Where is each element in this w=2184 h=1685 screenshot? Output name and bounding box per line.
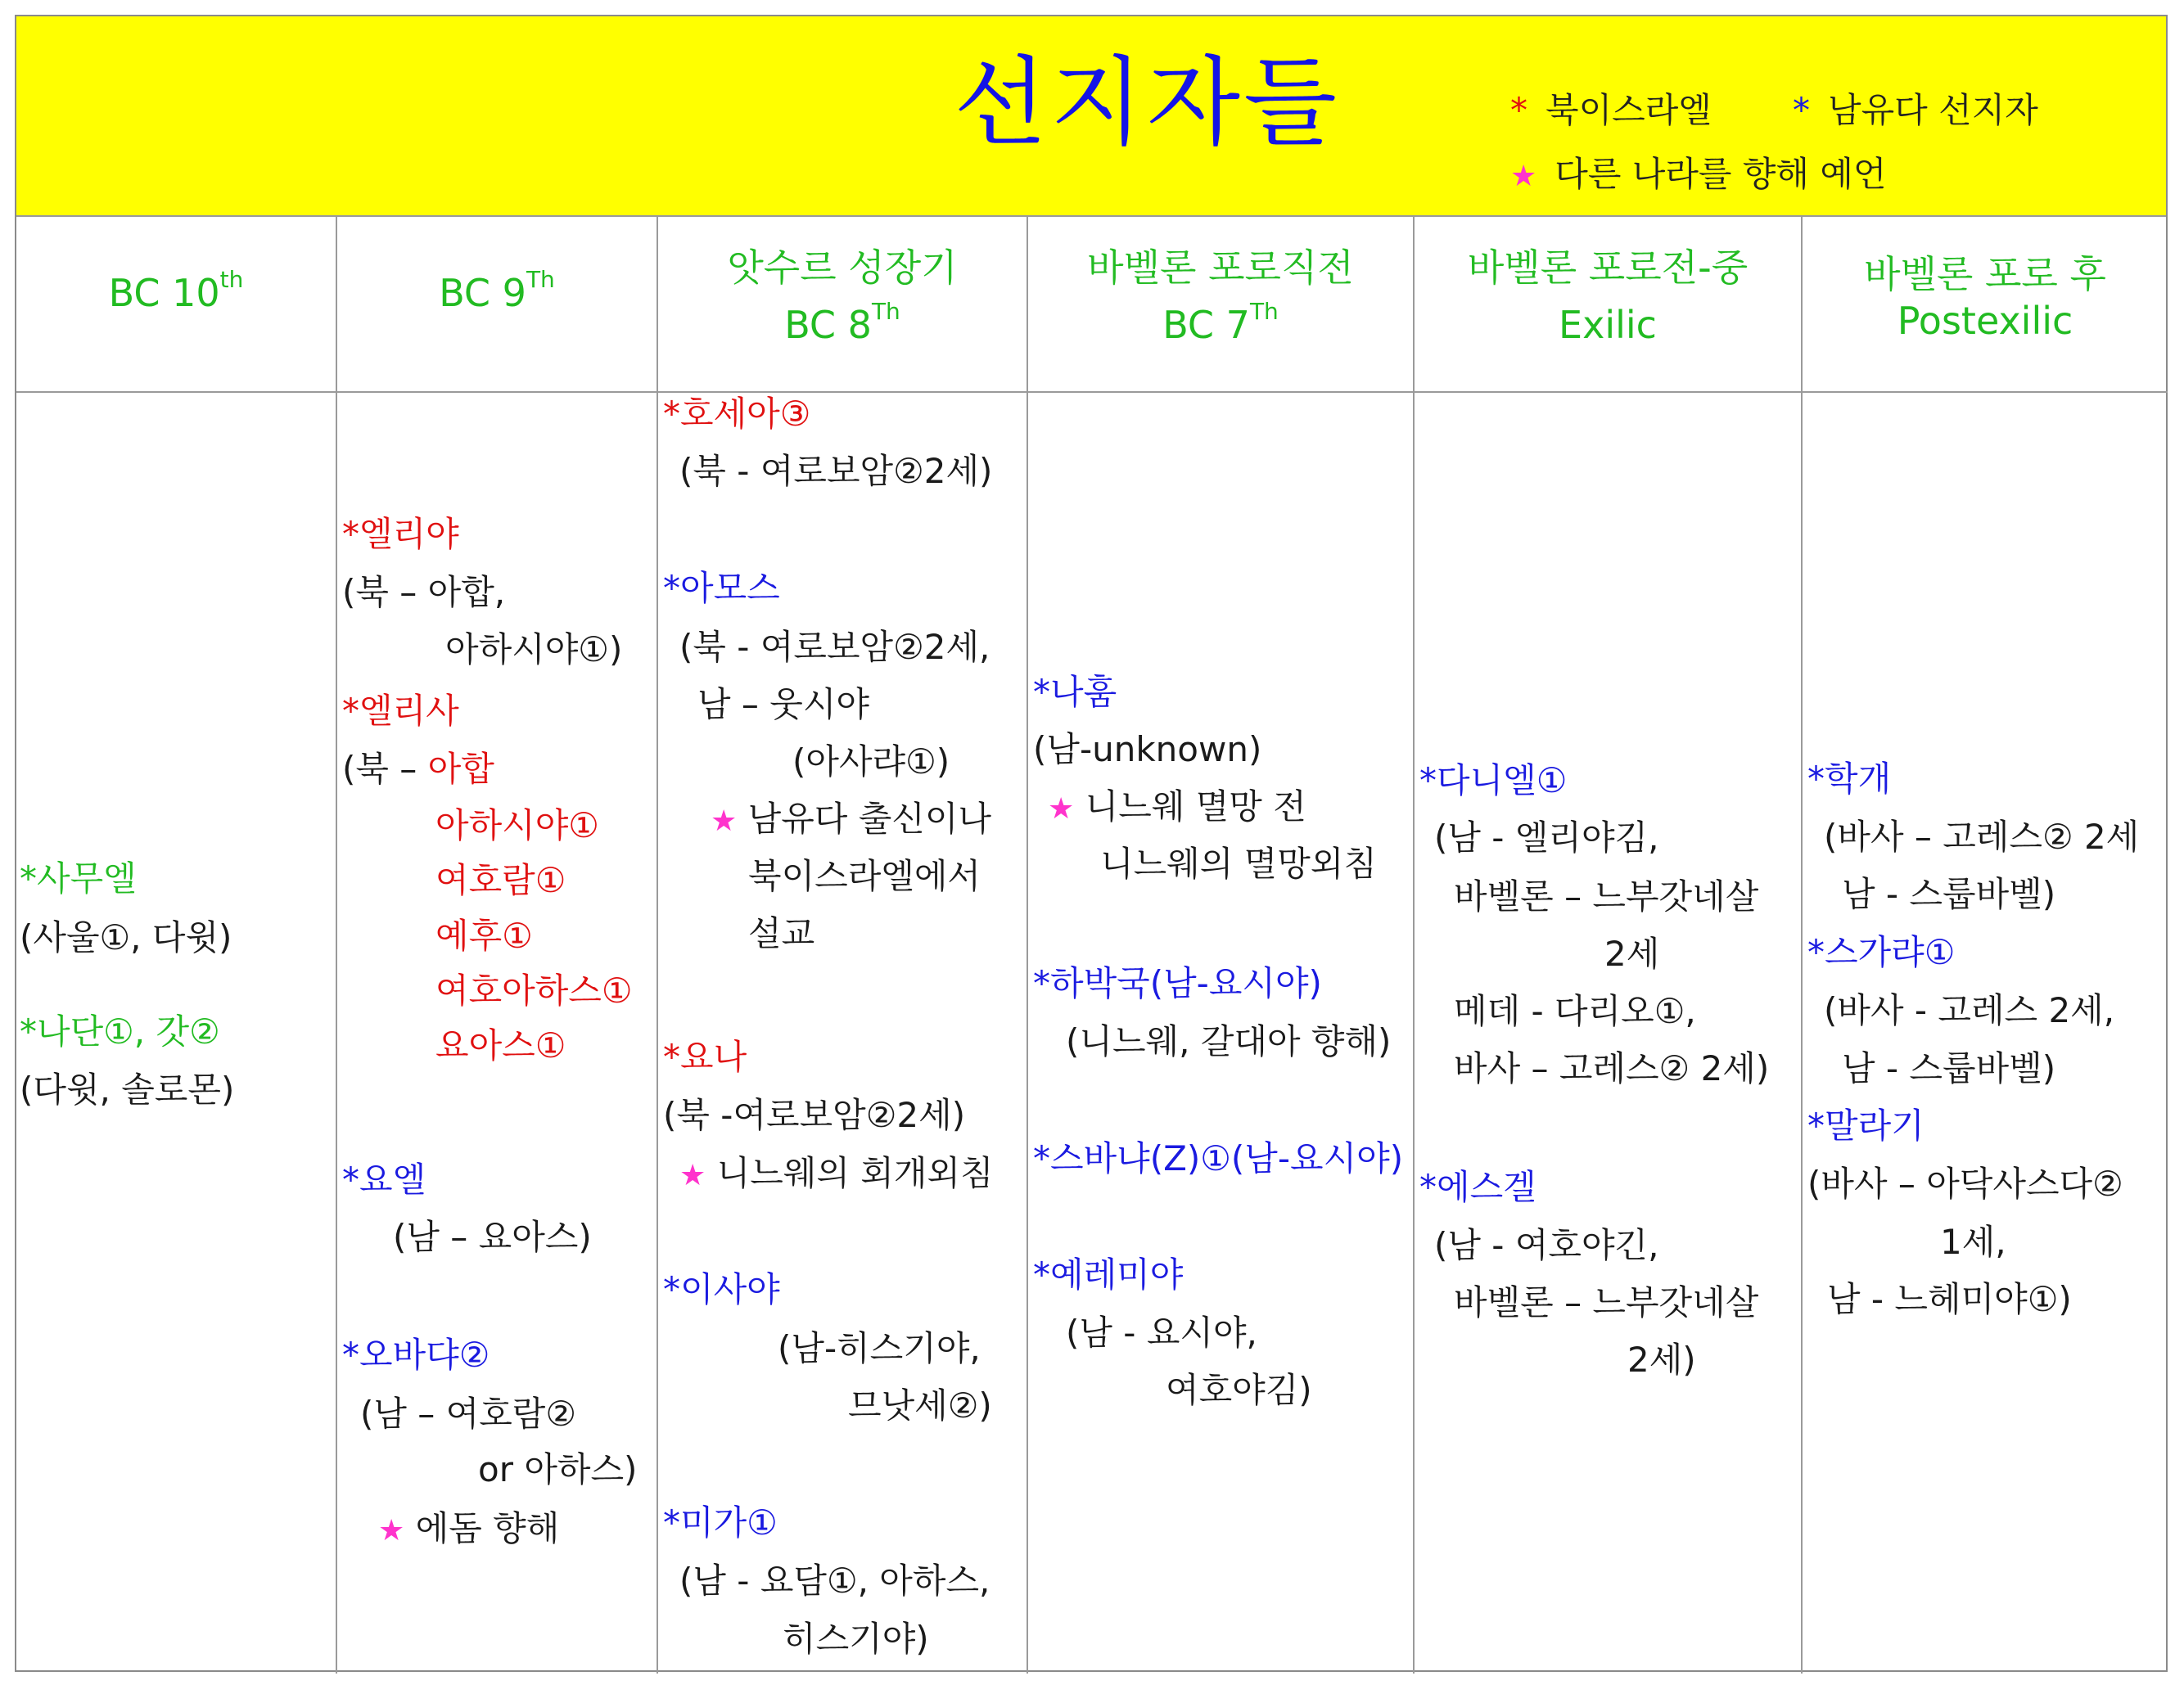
prophet-detail: 남 - 스룹바벨) [1842,874,2056,914]
prophet-detail: 2세) [1627,1340,1696,1380]
prophet-name: *오바댜② [342,1335,490,1375]
prophet-detail: (사울①, 다윗) [20,917,232,957]
prophet-name: *엘리사 [342,691,459,731]
prophet-name: *나단①, 갓② [20,1011,220,1052]
asterisk-icon: * [1510,90,1527,130]
prophet-detail: 북이스라엘에서 [748,856,981,896]
asterisk-icon: * [1793,90,1810,130]
prophet-detail: (바사 - 고레스 2세, [1824,990,2115,1030]
prophet-detail: (북 – 아합, [342,572,506,612]
prophet-detail: (남 – 여호람② [360,1394,577,1434]
prophet-detail: 아하시야①) [445,629,623,669]
legend-north-label: 북이스라엘 [1545,90,1712,130]
prophet-detail: 남 - 스룹바벨) [1842,1048,2056,1088]
legend-south-label: 남유다 선지자 [1828,90,2038,130]
star-icon: ★ [378,1514,405,1548]
header-label: 바벨론 포로전-중 [1467,246,1749,290]
king-item: 요아스① [435,1025,566,1066]
prophet-name: *아모스 [663,568,780,608]
prophet-name: *요엘 [342,1160,426,1200]
prophet-name: *나훔 [1033,672,1117,712]
prophet-detail: 바사 – 고레스② 2세) [1454,1048,1770,1088]
column-bc10 [16,393,337,1674]
foreign-note: ★ 남유다 출신이나 [711,799,991,839]
legend-north [1510,90,1712,131]
prophet-name: *요나 [663,1037,747,1077]
prophet-detail: (북 - 여로보암②2세) [679,451,993,491]
header-bc7 [1028,217,1415,393]
prophet-detail: 여호야김) [1166,1370,1312,1410]
column-bc8 [658,393,1028,1674]
prophet-detail: 남 – 웃시야 [697,684,869,724]
legend-foreign [1510,154,1886,197]
prophet-detail: (북 – 아합 [342,749,494,789]
prophet-name: *다니엘① [1419,760,1568,800]
prophet-detail: (남 - 요담①, 아하스, [679,1561,990,1601]
star-icon: ★ [711,804,738,838]
prophet-detail: 므낫세②) [848,1385,992,1426]
prophet-name: *학개 [1807,759,1892,799]
prophet-detail: (남 - 요시야, [1066,1313,1257,1353]
header-label: BC 10th [108,266,244,315]
prophet-detail: 히스기야) [783,1619,929,1659]
prophet-detail: 2세 [1604,934,1660,974]
header-sublabel: BC 7Th [1162,298,1279,347]
star-icon: ★ [1048,792,1075,826]
prophet-name: *스바냐(Z)①(남-요시야) [1033,1138,1404,1178]
prophet-detail: (바사 – 고레스② 2세 [1824,817,2140,857]
foreign-note: ★ 니느웨의 회개외침 [679,1153,994,1193]
prophet-name: *사무엘 [20,858,137,899]
foreign-note: ★ 에돔 향해 [378,1508,560,1548]
header-exilic [1415,217,1803,393]
prophet-detail: (니느웨, 갈대아 향해) [1066,1021,1392,1061]
page-title: 선지자들 [954,46,1340,159]
prophet-name: *말라기 [1807,1106,1925,1146]
column-postexilic [1803,393,2168,1674]
prophet-name: *이사야 [663,1269,780,1309]
column-exilic [1415,393,1803,1674]
prophet-detail: 바벨론 – 느부갓네살 [1454,1282,1759,1322]
legend-foreign-label: 다른 나라를 향해 예언 [1555,154,1887,194]
prophet-name: *하박국(남-요시야) [1033,963,1322,1003]
header-sublabel: BC 8Th [784,298,900,347]
prophet-name: *스가랴① [1807,932,1956,972]
prophet-name: *에스겔 [1419,1167,1536,1207]
prophet-detail: (남 - 엘리야김, [1434,818,1659,858]
chart-frame [15,15,2168,1672]
prophet-detail: (남 - 여호야긴, [1434,1225,1659,1265]
king-item: 예후① [435,916,533,956]
king-item: 아하시야① [435,805,599,845]
column-bc7 [1028,393,1415,1674]
header-postexilic [1803,217,2168,393]
header-bc8 [658,217,1028,393]
prophet-name: *예레미야 [1033,1255,1184,1295]
prophet-detail: 남 - 느헤미야①) [1827,1279,2072,1319]
prophet-detail: (북 -여로보암②2세) [663,1095,966,1135]
king-item: 여호아하스① [435,971,633,1011]
star-icon: ★ [679,1159,706,1192]
legend-south [1793,90,2038,131]
header-bc10 [16,217,337,393]
header-label: BC 9Th [439,266,555,315]
header-sublabel: Exilic [1559,303,1657,347]
king-item: 여호람① [435,860,566,900]
prophet-detail: (남-히스기야, [778,1328,981,1368]
prophet-detail: 니느웨의 멸망외침 [1100,844,1377,884]
prophet-detail: 설교 [748,913,815,953]
prophet-detail: 1세, [1940,1222,2006,1262]
column-bc9 [337,393,658,1674]
prophet-detail: 메데 - 다리오①, [1454,991,1696,1031]
prophet-detail: 바벨론 – 느부갓네살 [1454,876,1759,917]
star-icon: ★ [1510,160,1537,193]
prophet-detail: (바사 – 아닥사스다② [1807,1164,2123,1204]
prophet-detail: (남-unknown) [1033,729,1262,769]
header-label: 바벨론 포로직전 [1087,246,1354,290]
header-bc9 [337,217,658,393]
header-label: 바벨론 포로 후 [1864,252,2106,296]
foreign-note: ★ 니느웨 멸망 전 [1048,786,1306,827]
title-banner [16,16,2166,217]
prophet-detail: (남 – 요아스) [393,1217,592,1257]
prophet-detail: (다윗, 솔로몬) [20,1070,235,1110]
header-sublabel: Postexilic [1897,299,2073,343]
prophet-detail: (아사랴①) [792,741,950,782]
prophet-detail: or 아하스) [478,1449,638,1489]
prophet-detail: (북 - 여로보암②2세, [679,627,990,667]
header-label: 앗수르 성장기 [727,246,958,290]
prophet-name: *미가① [663,1503,778,1543]
prophet-name: *호세아③ [663,394,811,434]
prophet-name: *엘리야 [342,514,459,554]
